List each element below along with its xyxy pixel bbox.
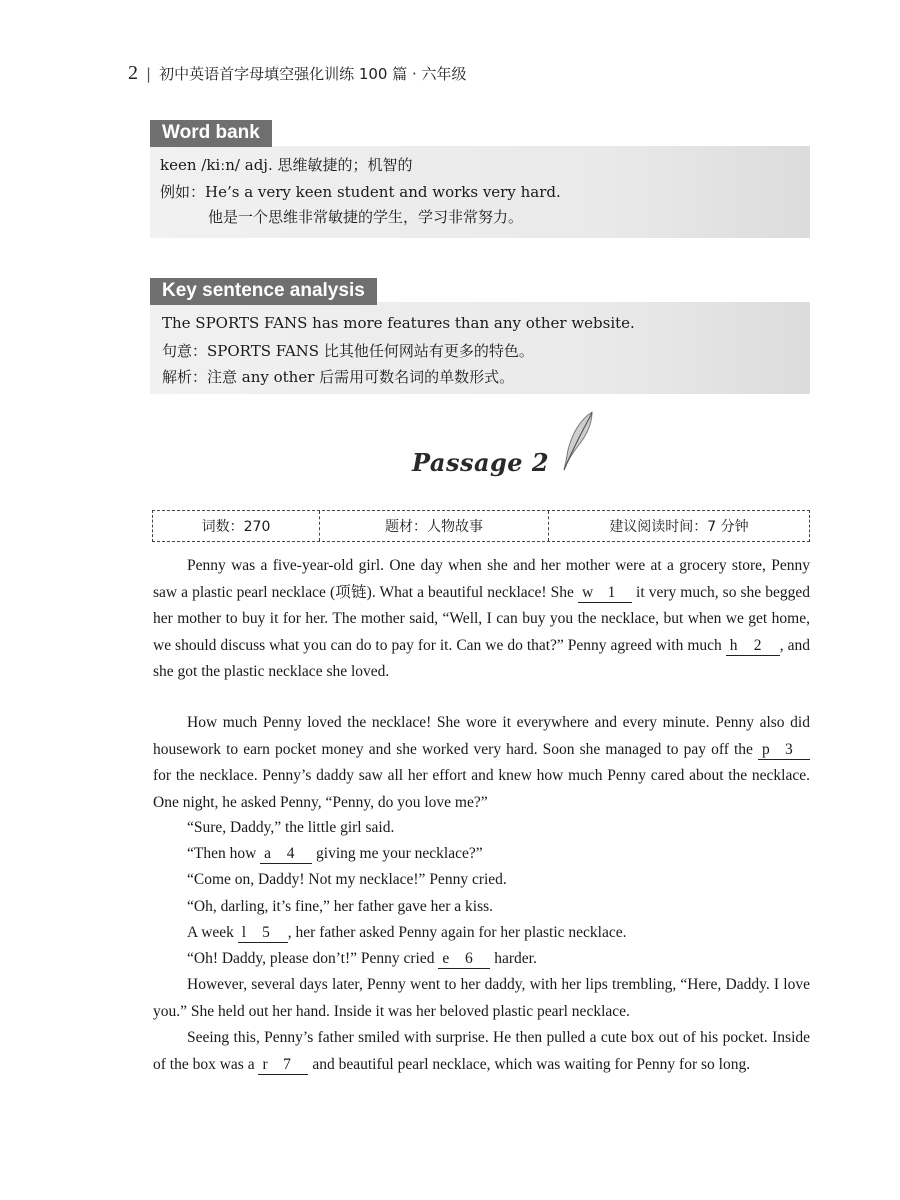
key-sentence-box xyxy=(150,302,810,394)
blank-4[interactable]: a 4 xyxy=(260,845,312,864)
key-sentence-meaning: 句意：SPORTS FANS 比其他任何网站有更多的特色。 xyxy=(162,342,534,360)
blank-6[interactable]: e 6 xyxy=(438,950,490,969)
blank-5[interactable]: l 5 xyxy=(238,924,288,943)
key-sentence-label: Key sentence analysis xyxy=(150,278,377,305)
blank-3[interactable]: p 3 xyxy=(758,741,810,760)
word-bank-label: Word bank xyxy=(150,120,272,147)
page-header xyxy=(128,62,467,85)
blank-2[interactable]: h 2 xyxy=(726,637,780,656)
word-bank-example-en: 例如：He’s a very keen student and works very hard. xyxy=(160,183,561,201)
key-sentence-text: The SPORTS FANS has more features than any other website. xyxy=(162,314,635,332)
paragraph-1: Penny was a five-year-old girl. One day when she and her mother were at a grocery store, Penny saw a plastic pearl necklace (项链). What a beautiful necklace! She w 1 it very much, so she begged her mother to buy it for her. The mother said, “Well, I can buy you the necklace, but when we get home, we should discuss what you can do to pay for it. Can we do that?” Penny agreed with much h 2 , and she got the plastic necklace she loved. xyxy=(153,557,810,680)
word-bank-box xyxy=(150,146,810,238)
page-number: 2 xyxy=(128,62,138,84)
topic: 题材：人物故事 xyxy=(319,511,548,541)
paragraph-5: “Come on, Daddy! Not my necklace!” Penny cried. xyxy=(187,871,507,888)
passage-title: Passage 2 xyxy=(412,448,550,477)
passage-info-table xyxy=(152,510,810,542)
blank-1[interactable]: w 1 xyxy=(578,584,632,603)
paragraph-8: “Oh! Daddy, please don’t!” Penny cried e 6 harder. xyxy=(187,950,537,967)
word-count: 词数：270 xyxy=(201,519,271,535)
word-bank-entry: keen /kiːn/ adj. 思维敏捷的；机智的 xyxy=(160,156,413,174)
book-title: 初中英语首字母填空强化训练 100 篇 · 六年级 xyxy=(159,65,467,83)
blank-7[interactable]: r 7 xyxy=(258,1056,308,1075)
paragraph-9: However, several days later, Penny went to her daddy, with her lips trembling, “Here, Daddy. I love you.” She held out her hand. Inside it was her beloved plastic pearl necklace. xyxy=(153,976,810,1020)
paragraph-3: “Sure, Daddy,” the little girl said. xyxy=(187,819,395,836)
paragraph-10: Seeing this, Penny’s father smiled with surprise. He then pulled a cute box out of his pocket. Inside of the box was a r 7 and beautiful pearl necklace, which was waiting for Penny for so long. xyxy=(153,1029,810,1073)
key-sentence-analysis: 解析：注意 any other 后需用可数名词的单数形式。 xyxy=(162,368,515,386)
reading-time: 建议阅读时间：7 分钟 xyxy=(548,511,809,541)
paragraph-4: “Then how a 4 giving me your necklace?” xyxy=(187,845,483,862)
paragraph-6: “Oh, darling, it’s fine,” her father gave her a kiss. xyxy=(187,898,494,915)
paragraph-7: A week l 5 , her father asked Penny again for her plastic necklace. xyxy=(187,924,627,941)
paragraph-2: How much Penny loved the necklace! She wore it everywhere and every minute. Penny also did housework to earn pocket money and she worked very hard. Soon she managed to pay off the p 3 for the necklace. Penny’s daddy saw all her effort and knew how much Penny cared about the necklace. One night, he asked Penny, “Penny, do you love me?” xyxy=(153,714,810,811)
header-divider: | xyxy=(146,65,152,83)
feather-icon xyxy=(558,410,598,474)
word-bank-example-zh: 他是一个思维非常敏捷的学生，学习非常努力。 xyxy=(208,208,524,226)
